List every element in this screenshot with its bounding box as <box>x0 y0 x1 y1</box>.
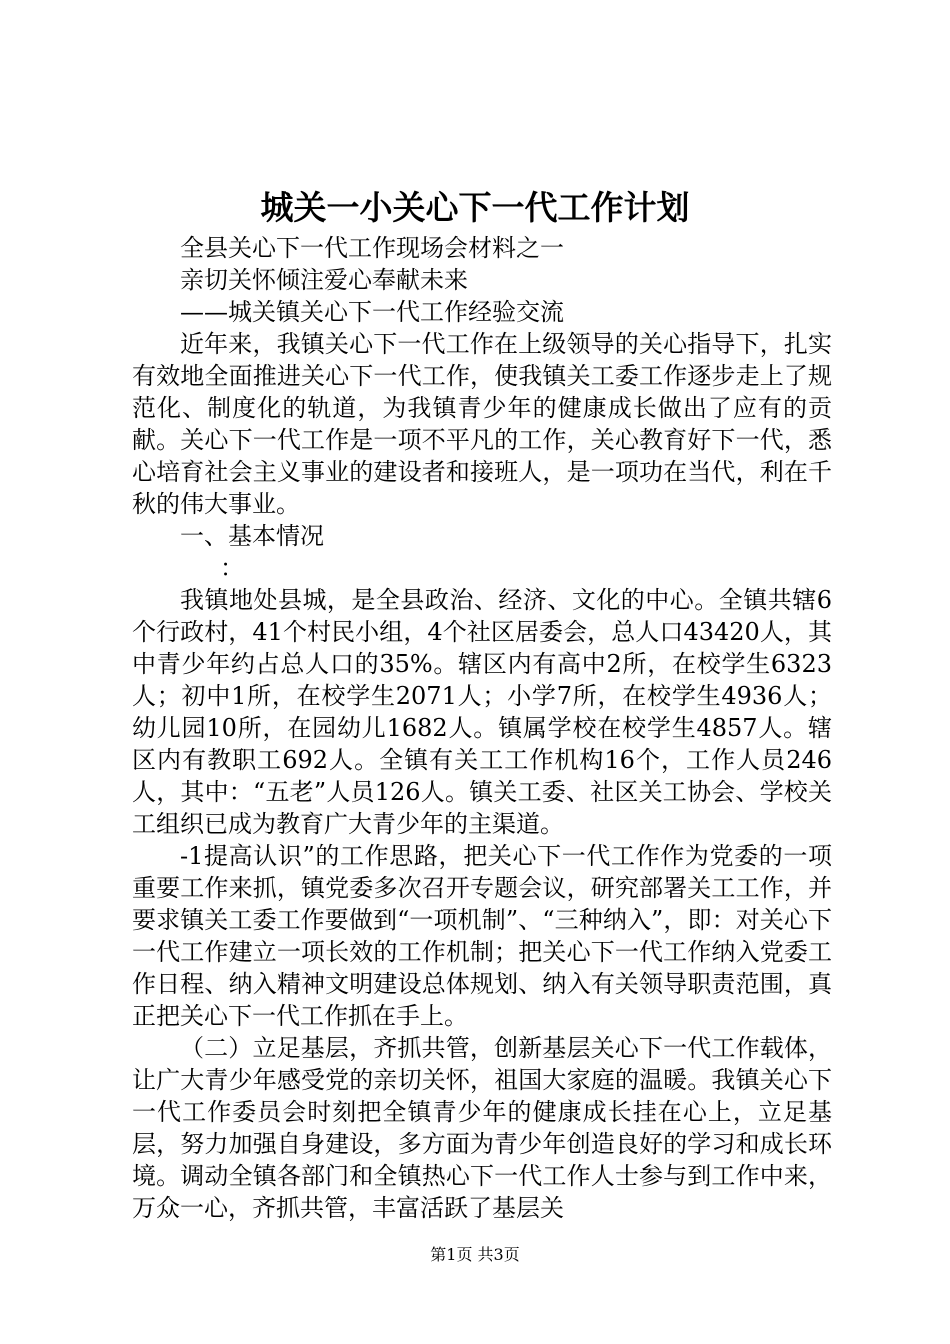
document-body <box>132 232 832 1224</box>
document-title: 城关一小关心下一代工作计划 <box>260 188 690 227</box>
subtitle-line-1: 全县关心下一代工作现场会材料之一 <box>180 234 564 262</box>
subtitle-line-3: ——城关镇关心下一代工作经验交流 <box>180 298 564 326</box>
section-heading-basic-situation: 一、基本情况 <box>180 522 324 550</box>
stray-colon-line: ： <box>220 554 244 582</box>
page-footer: 第1页 共3页 <box>430 1245 520 1264</box>
subtitle-line-2: 亲切关怀倾注爱心奉献未来 <box>180 266 468 294</box>
paragraph-intro: 近年来，我镇关心下一代工作在上级领导的关心指导下，扎实有效地全面推进关心下一代工作，使我镇关工委工作逐步走上了规范化、制度化的轨道，为我镇青少年的健康成长做出了应有的贡献。关心下一代工作是一项不平凡的工作，关心教育好下一代，悉心培育社会主义事业的建设者和接班人，是一项功在当代，利在千秋的伟大事业。 <box>132 330 832 518</box>
paragraph-town-overview: 我镇地处县城，是全县政治、经济、文化的中心。全镇共辖6个行政村，41个村民小组，4个社区居委会，总人口43420人，其中青少年约占总人口的35%。辖区内有高中2所，在校学生6323人；初中1所，在校学生2071人；小学7所，在校学生4936人；幼儿园10所，在园幼儿1682人。镇属学校在校学生4857人。辖区内有教职工692人。全镇有关工工作机构16个，工作人员246人，其中：“五老”人员126人。镇关工委、社区关工协会、学校关工组织已成为教育广大青少年的主渠道。 <box>132 586 832 838</box>
paragraph-grassroots: （二）立足基层，齐抓共管，创新基层关心下一代工作载体，让广大青少年感受党的亲切关怀，祖国大家庭的温暖。我镇关心下一代工作委员会时刻把全镇青少年的健康成长挂在心上，立足基层，努力加强自身建设，多方面为青少年创造良好的学习和成长环境。调动全镇各部门和全镇热心下一代工作人士参与到工作中来，万众一心，齐抓共管，丰富活跃了基层关 <box>132 1034 832 1222</box>
paragraph-raise-awareness: -1提高认识”的工作思路，把关心下一代工作作为党委的一项重要工作来抓，镇党委多次召开专题会议，研究部署关工工作，并要求镇关工委工作要做到“一项机制”、“三种纳入”，即：对关心下一代工作建立一项长效的工作机制；把关心下一代工作纳入党委工作日程、纳入精神文明建设总体规划、纳入有关领导职责范围，真正把关心下一代工作抓在手上。 <box>132 842 832 1030</box>
